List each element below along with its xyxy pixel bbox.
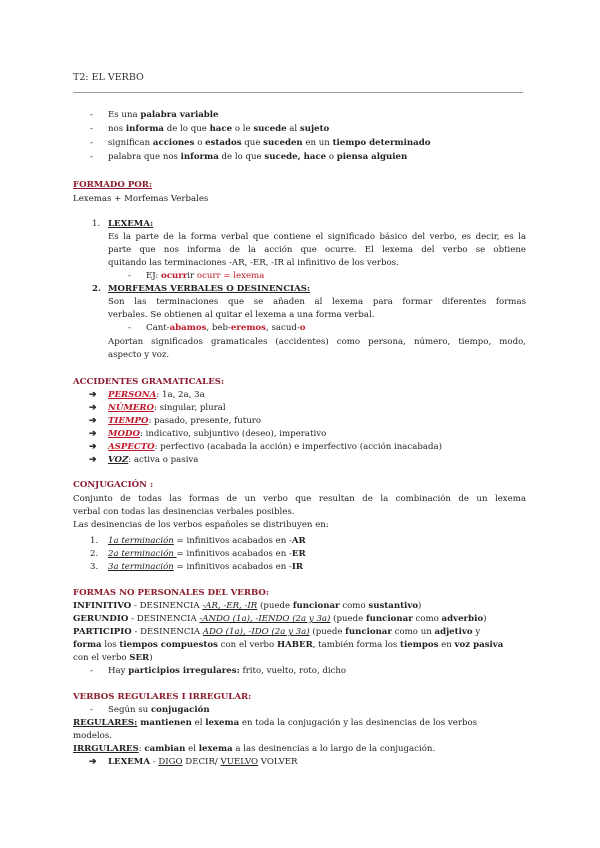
- regulares-line-2: modelos.: [73, 731, 112, 741]
- arrow-icon: ➔: [89, 429, 97, 439]
- conjugacion-line-3: Las desinencias de los verbos españoles se distribuyen en:: [73, 520, 329, 530]
- accidente-item: PERSONA: 1a, 2a, 3a: [108, 390, 205, 400]
- lexema-label: LEXEMA:: [108, 219, 154, 229]
- accidente-item: MODO: indicativo, subjuntivo (deseo), imperativo: [108, 429, 327, 439]
- morfemas-line-1: Son las terminaciones que se añaden al lexema para formar diferentes formas: [108, 297, 526, 307]
- arrow-icon: ➔: [89, 403, 97, 413]
- intro-line-3: significan acciones o estados que suceden en un tiempo determinado: [108, 138, 431, 148]
- dash-bullet: -: [90, 705, 93, 715]
- list-number: 2.: [92, 284, 101, 294]
- dash-bullet: -: [128, 323, 131, 333]
- lexema-line-2: parte que nos informa de la acción que ocurre. El lexema del verbo se obtiene: [108, 245, 526, 255]
- lexema-example-line: LEXEMA - DIGO DECIR/ VUELVO VOLVER: [108, 757, 298, 767]
- list-number: 1.: [92, 219, 101, 229]
- lexema-example: EJ: ocurrir ocurr = lexema: [146, 271, 265, 281]
- morfemas-line-2: verbales. Se obtienen al quitar el lexema a una forma verbal.: [108, 310, 375, 320]
- morfemas-example: Cant-abamos, beb-eremos, sacud-o: [146, 323, 306, 333]
- lexema-line-3: quitando las terminaciones -AR, -ER, -IR al infinitivo de los verbos.: [108, 258, 399, 268]
- regulares-line-1: REGULARES: mantienen el lexema en toda la conjugación y las desinencias de los verbos: [73, 718, 478, 728]
- accidente-item: NÚMERO: singular, plural: [108, 403, 226, 413]
- section-heading-formado: FORMADO POR:: [73, 180, 153, 190]
- intro-line-4: palabra que nos informa de lo que sucede, hace o piensa alguien: [108, 152, 408, 162]
- section-heading-regulares: VERBOS REGULARES I IRREGULAR:: [73, 692, 252, 702]
- section-heading-accidentes: ACCIDENTES GRAMATICALES:: [73, 377, 225, 387]
- list-number: 2.: [90, 549, 99, 559]
- dash-bullet: -: [128, 271, 131, 281]
- formado-subtitle: Lexemas + Morfemas Verbales: [73, 194, 209, 204]
- dash-bullet: -: [90, 110, 93, 120]
- aportan-line-1: Aportan significados gramaticales (accidentes) como persona, número, tiempo, modo,: [108, 337, 526, 347]
- accidente-item: VOZ: activa o pasiva: [108, 455, 199, 465]
- arrow-icon: ➔: [89, 416, 97, 426]
- gerundio-line: GERUNDIO - DESINENCIA -ANDO (1a), -IENDO (2a y 3a) (puede funcionar como adverbio): [73, 614, 487, 624]
- dash-bullet: -: [90, 138, 93, 148]
- section-heading-formas: FORMAS NO PERSONALES DEL VERBO:: [73, 588, 270, 598]
- terminacion-item: 2a terminación = infinitivos acabados en -ER: [108, 549, 306, 559]
- accidente-item: ASPECTO: perfectivo (acabada la acción) e imperfectivo (acción inacabada): [108, 442, 442, 452]
- intro-line-1: Es una palabra variable: [108, 110, 219, 120]
- arrow-icon: ➔: [89, 390, 97, 400]
- terminacion-item: 1a terminación = infinitivos acabados en -AR: [108, 536, 306, 546]
- participio-line-2: forma los tiempos compuestos con el verbo HABER, también forma los tiempos en voz pasiva: [73, 640, 504, 650]
- title-divider: [73, 92, 523, 93]
- lexema-line-1: Es la parte de la forma verbal que contiene el significado básico del verbo, es decir, es la: [108, 232, 526, 242]
- terminacion-item: 3a terminación = infinitivos acabados en -IR: [108, 562, 304, 572]
- dash-bullet: -: [90, 666, 93, 676]
- conjugacion-line-2: verbal con todas las desinencias verbales posibles.: [73, 507, 295, 517]
- intro-line-2: nos informa de lo que hace o le sucede al sujeto: [108, 124, 330, 134]
- morfemas-label: MORFEMAS VERBALES O DESINENCIAS:: [108, 284, 311, 294]
- arrow-icon: ➔: [89, 455, 97, 465]
- dash-bullet: -: [90, 152, 93, 162]
- list-number: 3.: [90, 562, 99, 572]
- participio-line-3: con el verbo SER): [73, 653, 153, 663]
- section-heading-conjugacion: CONJUGACIÓN :: [73, 480, 154, 490]
- page-title: T2: EL VERBO: [73, 72, 144, 83]
- arrow-icon: ➔: [89, 757, 97, 767]
- aportan-line-2: aspecto y voz.: [108, 350, 170, 360]
- list-number: 1.: [90, 536, 99, 546]
- participio-line-1: PARTICIPIO - DESINENCIA ADO (1a), -IDO (2a y 3a) (puede funcionar como un adjetivo y: [73, 627, 481, 637]
- participios-irregulares: Hay participios irregulares: frito, vuelto, roto, dicho: [108, 666, 347, 676]
- arrow-icon: ➔: [89, 442, 97, 452]
- dash-bullet: -: [90, 124, 93, 134]
- infinitivo-line: INFINITIVO - DESINENCIA -AR, -ER, -IR (puede funcionar como sustantivo): [73, 601, 422, 611]
- segun-line: Según su conjugación: [108, 705, 210, 715]
- conjugacion-line-1: Conjunto de todas las formas de un verbo que resultan de la combinación de un lexema: [73, 494, 526, 504]
- irregulares-line: IRRGULARES: cambian el lexema a las desinencias a lo largo de la conjugación.: [73, 744, 436, 754]
- accidente-item: TIEMPO: pasado, presente, futuro: [108, 416, 262, 426]
